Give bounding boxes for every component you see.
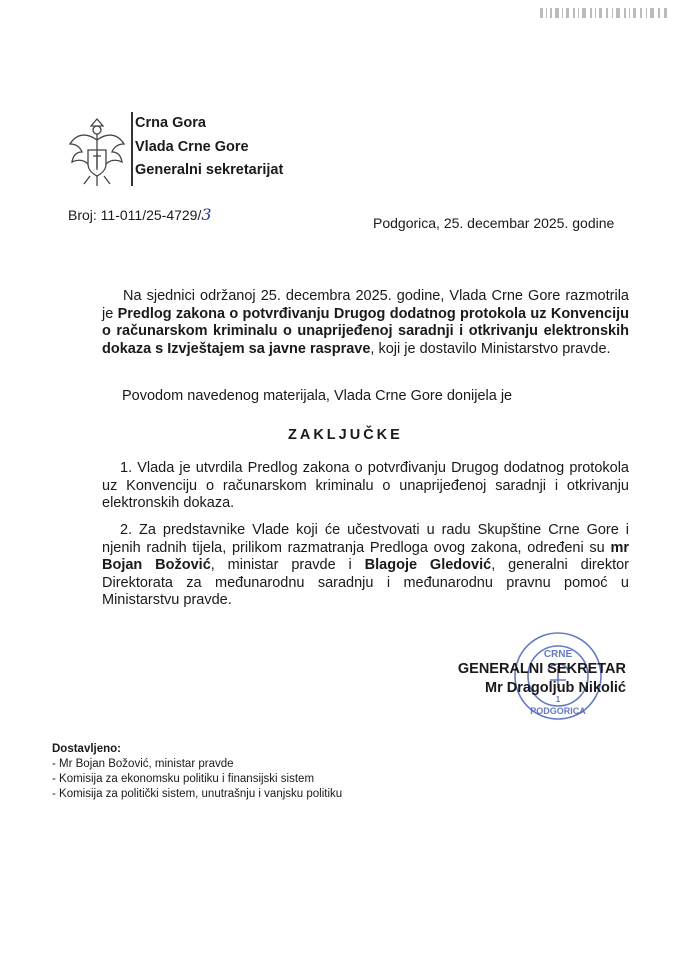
conclusion-2-name-1: mr Bojan Božović bbox=[102, 539, 629, 573]
conclusion-1 bbox=[102, 460, 629, 513]
distribution-item: - Komisija za ekonomsku politiku i finansijski sistem bbox=[52, 773, 315, 785]
conclusion-2-text-2: , ministar pravde i bbox=[210, 557, 365, 573]
letterhead-secretariat: Generalni sekretarijat bbox=[135, 162, 284, 178]
letterhead bbox=[135, 112, 283, 183]
reference-number bbox=[68, 205, 212, 224]
intro-text-1: Na sjednici održanoj 25. decembra 2025. godine, Vlada Crne Gore razmotrila je bbox=[102, 288, 629, 322]
distribution-item: - Komisija za politički sistem, unutrašnju i vanjsku politiku bbox=[52, 788, 343, 800]
stamp-text-bottom: PODGORICA bbox=[530, 706, 586, 716]
header-divider bbox=[131, 112, 133, 186]
scan-barcode-mark bbox=[540, 6, 670, 20]
stamp-text-top: CRNE bbox=[543, 649, 573, 660]
conclusion-2-name-2: Blagoje Gledović bbox=[364, 557, 492, 573]
signature-block bbox=[426, 660, 626, 698]
intro-paragraph bbox=[102, 288, 629, 358]
coat-of-arms-icon bbox=[66, 116, 128, 188]
intro-bold-title: Predlog zakona o potvrđivanju Drugog dodatnog protokola uz Konvenciju o računarskom kriminalu o unaprijeđenoj saradnji i otkrivanju elektronskih dokaza s Izvještajem sa javne rasprave bbox=[102, 305, 629, 357]
place-date: Podgorica, 25. decembar 2025. godine bbox=[373, 215, 615, 231]
reference-number-text: Broj: 11-011/25-4729/ bbox=[68, 207, 202, 223]
signature-title: GENERALNI SEKRETAR bbox=[457, 661, 626, 677]
letterhead-government: Vlada Crne Gore bbox=[135, 138, 249, 155]
stamp-number: 1 bbox=[555, 695, 561, 704]
distribution-item: - Mr Bojan Božović, ministar pravde bbox=[52, 758, 234, 770]
conclusions-heading: ZAKLJUČKE bbox=[288, 427, 403, 443]
conclusion-2 bbox=[102, 522, 629, 610]
letterhead-country: Crna Gora bbox=[135, 115, 206, 131]
signature-name: Mr Dragoljub Nikolić bbox=[485, 680, 626, 696]
povodom-paragraph: Povodom navedenog materijala, Vlada Crne Gore donijela je bbox=[122, 388, 513, 404]
intro-text-2: , koji je dostavilo Ministarstvo pravde. bbox=[370, 340, 611, 357]
reference-handwritten-suffix: 3 bbox=[201, 205, 212, 224]
distribution-list bbox=[52, 742, 342, 802]
conclusion-1-text: 1. Vlada je utvrdila Predlog zakona o potvrđivanju Drugog dodatnog protokola uz Konvenciju o računarskom kriminalu o unaprijeđenoj saradnji i otkrivanju elektronskih dokaza. bbox=[102, 460, 629, 511]
conclusion-2-text-1: 2. Za predstavnike Vlade koji će učestvovati u radu Skupštine Crne Gore i njenih radnih tijela, prilikom razmatranja Predloga ovog zakona, određeni su bbox=[102, 522, 629, 556]
conclusion-2-text-3: , generalni direktor Direktorata za međunarodnu saradnju i međunarodnu pravnu pomoć u Ministarstvu pravde. bbox=[102, 557, 629, 608]
distribution-title: Dostavljeno: bbox=[52, 743, 122, 755]
